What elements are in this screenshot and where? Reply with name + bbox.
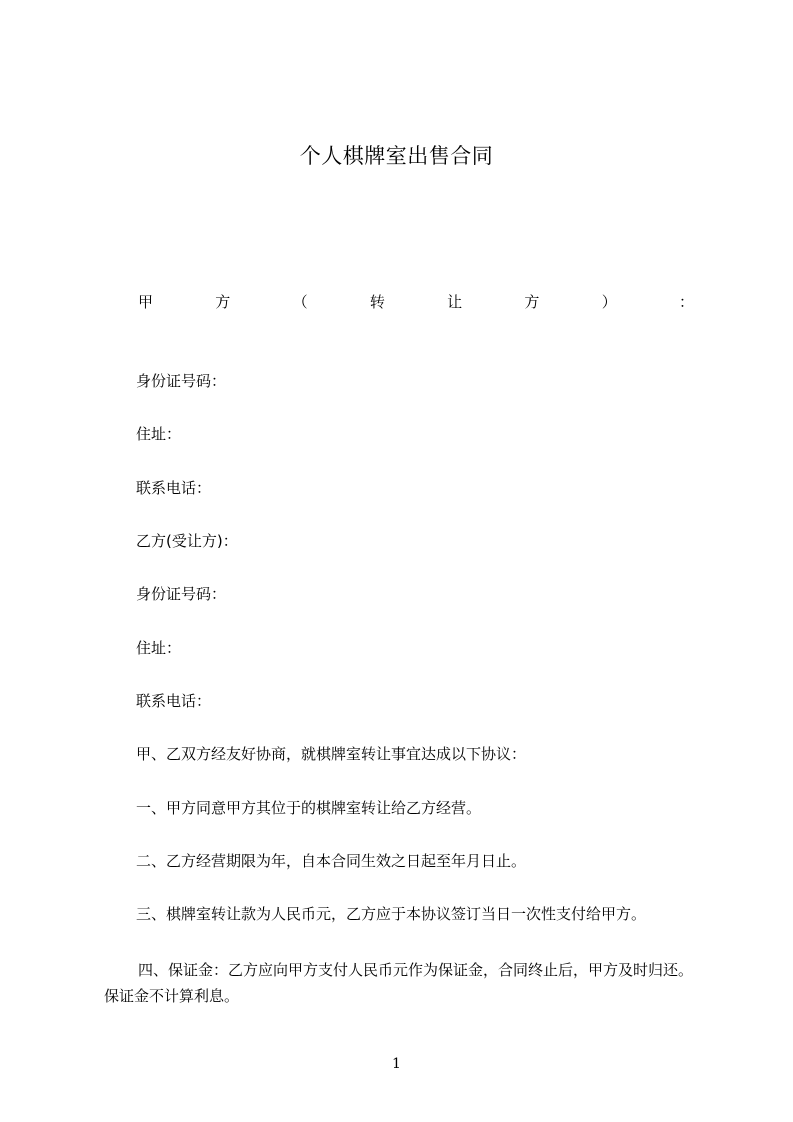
party-a-heading-char: 甲	[138, 293, 154, 311]
party-a-heading-char: 方	[524, 293, 540, 311]
party-a-id-label: 身份证号码：	[136, 372, 227, 390]
clause-4: 四、保证金：乙方应向甲方支付人民币元作为保证金，合同终止后，甲方及时归还。保证金不计算利息。	[104, 961, 694, 1005]
party-b-id-label: 身份证号码：	[136, 585, 227, 603]
party-a-phone-label: 联系电话：	[136, 479, 212, 497]
party-a-heading-char: 让	[447, 293, 463, 311]
party-a-address-label: 住址：	[136, 425, 182, 443]
party-a-heading-char: 方	[215, 293, 231, 311]
party-b-address-label: 住址：	[136, 639, 182, 657]
clause-2: 二、乙方经营期限为年，自本合同生效之日起至年月日止。	[136, 852, 527, 870]
party-b-phone-label: 联系电话：	[136, 692, 212, 710]
agreement-intro: 甲、乙双方经友好协商，就棋牌室转让事宜达成以下协议：	[136, 745, 527, 763]
party-b-heading: 乙方(受让方)：	[136, 532, 238, 550]
party-a-heading	[138, 291, 694, 313]
party-a-heading-char: ：	[678, 293, 694, 311]
clause-1: 一、甲方同意甲方其位于的棋牌室转让给乙方经营。	[136, 799, 482, 817]
page-number: 1	[392, 1056, 401, 1072]
party-a-heading-char: ）	[601, 293, 617, 311]
party-a-heading-char: 转	[369, 293, 385, 311]
clause-3: 三、棋牌室转让款为人民币元，乙方应于本协议签订当日一次性支付给甲方。	[136, 905, 647, 923]
party-a-heading-char: （	[292, 293, 308, 311]
document-title: 个人棋牌室出售合同	[299, 144, 494, 168]
